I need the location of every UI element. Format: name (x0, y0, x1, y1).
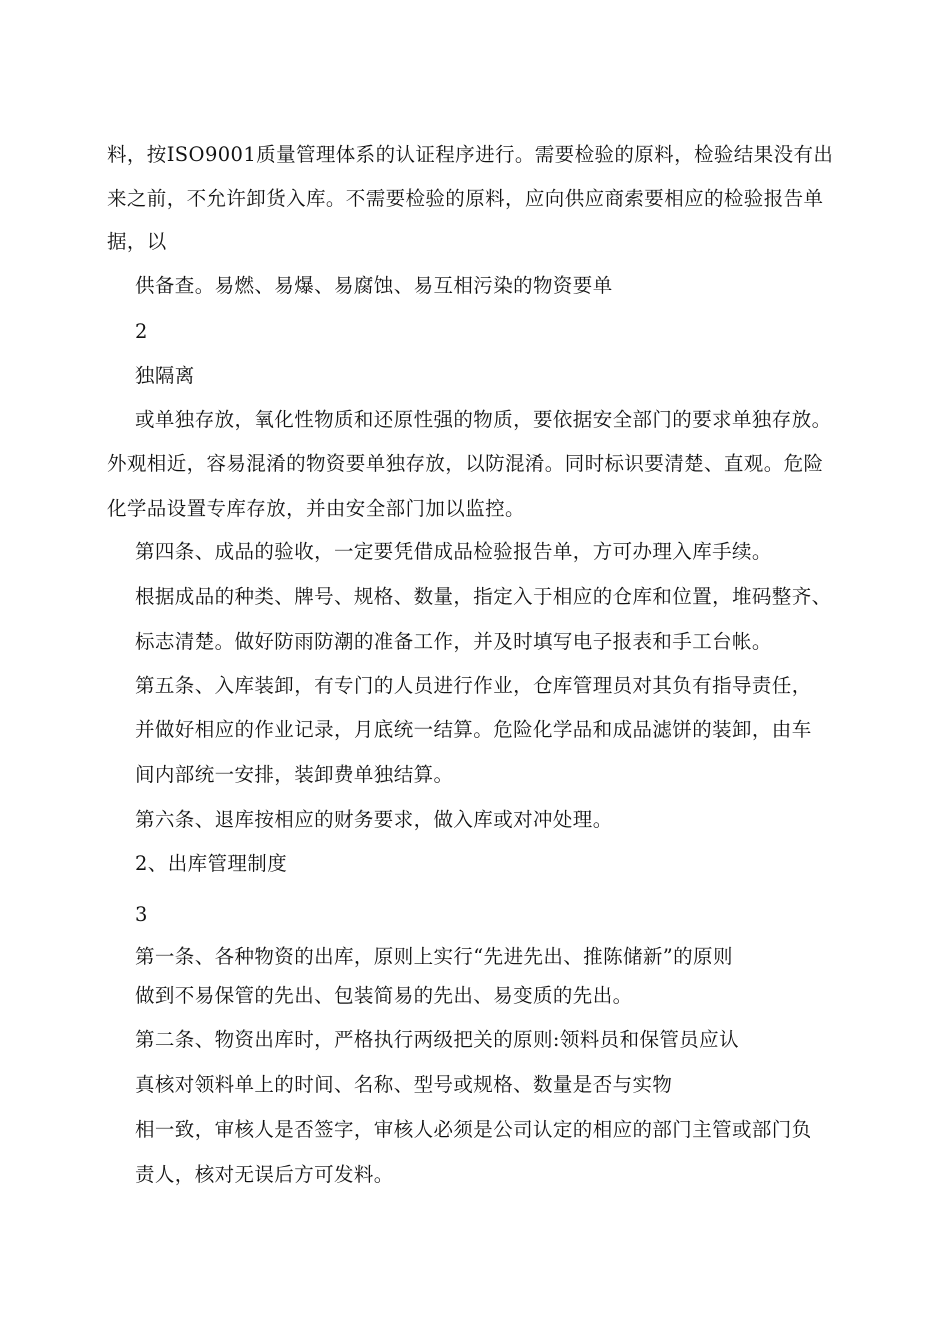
text-line-24: 责人，核对无误后方可发料。 (135, 1163, 394, 1186)
text-line-11: 根据成品的种类、牌号、规格、数量，指定入于相应的仓库和位置，堆码整齐、 (135, 585, 832, 608)
text-line-19: 第一条、各种物资的出库，原则上实行“先进先出、推陈储新”的原则 (135, 945, 733, 968)
text-line-2: 来之前，不允许卸货入库。不需要检验的原料，应向供应商索要相应的检验报告单 (107, 187, 824, 210)
text-line-21: 第二条、物资出库时，严格执行两级把关的原则:领料员和保管员应认 (135, 1028, 739, 1051)
text-line-16: 第六条、退库按相应的财务要求，做入库或对冲处理。 (135, 808, 613, 831)
text-line-12: 标志清楚。做好防雨防潮的准备工作，并及时填写电子报表和手工台帐。 (135, 630, 772, 653)
text-line-8: 外观相近，容易混淆的物资要单独存放，以防混淆。同时标识要清楚、直观。危险 (107, 452, 824, 475)
text-line-15: 间内部统一安排，装卸费单独结算。 (135, 763, 454, 786)
text-line-4: 供备查。易燃、易爆、易腐蚀、易互相污染的物资要单 (135, 274, 613, 297)
text-line-14: 并做好相应的作业记录，月底统一结算。危险化学品和成品滤饼的装卸，由车 (135, 718, 812, 741)
text-line-6: 独隔离 (135, 364, 195, 387)
text-line-20: 做到不易保管的先出、包装简易的先出、易变质的先出。 (135, 984, 633, 1007)
text-line-9: 化学品设置专库存放，并由安全部门加以监控。 (107, 497, 525, 520)
text-line-13: 第五条、入库装卸，有专门的人员进行作业，仓库管理员对其负有指导责任， (135, 674, 812, 697)
text-line-23: 相一致，审核人是否签字，审核人必须是公司认定的相应的部门主管或部门负 (135, 1118, 812, 1141)
page-number-2: 2 (135, 320, 148, 343)
page-number-3: 3 (135, 903, 148, 926)
text-line-22: 真核对领料单上的时间、名称、型号或规格、数量是否与实物 (135, 1073, 673, 1096)
text-line-3: 据，以 (107, 230, 167, 253)
section-heading-outbound: 2、出库管理制度 (135, 852, 288, 875)
text-line-1: 料，按ISO9001质量管理体系的认证程序进行。需要检验的原料，检验结果没有出 (107, 143, 834, 166)
text-line-7: 或单独存放，氧化性物质和还原性强的物质，要依据安全部门的要求单独存放。 (135, 408, 832, 431)
text-line-10: 第四条、成品的验收，一定要凭借成品检验报告单，方可办理入库手续。 (135, 540, 772, 563)
